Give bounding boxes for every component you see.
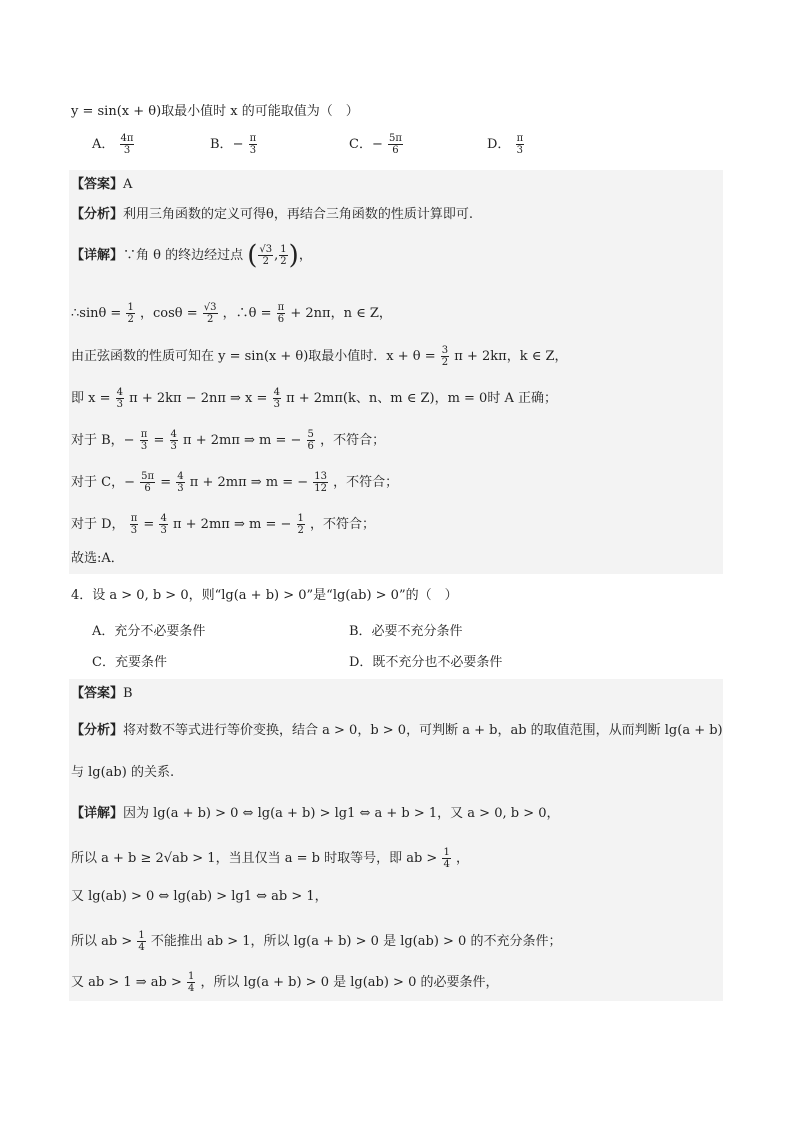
q4-analysis-line1: 【分析】将对数不等式进行等价变换，结合 a > 0，b > 0，可判断 a + b，ab 的取值范围，从而判断 lg(a + b) [71, 723, 723, 738]
q3-option-b: B．− $\frac{\pi}{3}$ [210, 133, 257, 156]
q4-detail-line1: 【详解】因为 lg(a + b) > 0 ⇔ lg(a + b) > lg1 ⇔ a + b > 1，又 a > 0, b > 0， [71, 806, 560, 821]
q3-option-d: D． $\frac{\pi}{3}$ [487, 133, 524, 156]
q3-detail-line4: 即 x = $\frac{4}{3}$ π + 2kπ − 2nπ ⇒ x = $\frac{4}{3}$ π + 2mπ(k、n、m ∈ Z)，m = 0时 A 正确； [71, 387, 557, 410]
q3-detail-line3: 由正弦函数的性质可知在 y = sin(x + θ)取最小值时．x + θ = $\frac{3}{2}$ π + 2kπ，k ∈ Z， [71, 345, 568, 368]
q3-stem: y = sin(x + θ)取最小值时 x 的可能取值为（ ） [71, 104, 359, 119]
q4-detail-line3: 又 lg(ab) > 0 ⇔ lg(ab) > lg1 ⇔ ab > 1， [71, 889, 328, 904]
q3-option-c: C．− $\frac{5\pi}{6}$ [349, 133, 402, 156]
q4-detail-line4: 所以 ab > $\frac{1}{4}$ 不能推出 ab > 1，所以 lg(a + b) > 0 是 lg(ab) > 0 的不充分条件； [71, 930, 562, 953]
q3-detail-line1: 【详解】∵角 θ 的终边经过点 ( $\frac{√3}{2}$ , $\frac{1}{2}$ )， [71, 240, 312, 271]
q3-detail-line2: ∴sinθ = $\frac{1}{2}$ ，cosθ = $\frac{√3}{2}$ ，∴θ = $\frac{\pi}{6}$ + 2nπ，n ∈ Z， [71, 302, 392, 325]
q4-detail-line5: 又 ab > 1 ⇒ ab > $\frac{1}{4}$ ，所以 lg(a + b) > 0 是 lg(ab) > 0 的必要条件， [71, 971, 499, 994]
q4-detail-line2: 所以 a + b ≥ 2√ab > 1，当且仅当 a = b 时取等号，即 ab > $\frac{1}{4}$ ， [71, 847, 469, 870]
q4-answer: 【答案】B [71, 686, 133, 701]
q4-analysis-line2: 与 lg(ab) 的关系. [71, 765, 175, 780]
q4-option-a: A．充分不必要条件 [92, 624, 206, 639]
q4-option-b: B．必要不充分条件 [349, 624, 463, 639]
q3-detail-line5: 对于 B，− $\frac{\pi}{3}$ = $\frac{4}{3}$ π + 2mπ ⇒ m = − $\frac{5}{6}$ ，不符合； [71, 429, 386, 452]
q4-stem: 4．设 a > 0, b > 0，则“lg(a + b) > 0”是“lg(ab) > 0”的（ ） [71, 588, 458, 603]
q3-analysis: 【分析】利用三角函数的定义可得θ，再结合三角函数的性质计算即可. [71, 207, 473, 222]
q4-option-c: C．充要条件 [92, 655, 167, 670]
q3-option-a: A． $\frac{4\pi}{3}$ [92, 133, 134, 156]
q4-option-d: D．既不充分也不必要条件 [349, 655, 503, 670]
q3-detail-line7: 对于 D， $\frac{\pi}{3}$ = $\frac{4}{3}$ π + 2mπ ⇒ m = − $\frac{1}{2}$ ，不符合； [71, 513, 376, 536]
q3-answer: 【答案】A [71, 177, 133, 192]
q3-detail-line6: 对于 C，− $\frac{5\pi}{6}$ = $\frac{4}{3}$ π + 2mπ ⇒ m = − $\frac{13}{12}$ ，不符合； [71, 471, 399, 494]
q3-conclusion: 故选:A． [71, 551, 124, 566]
